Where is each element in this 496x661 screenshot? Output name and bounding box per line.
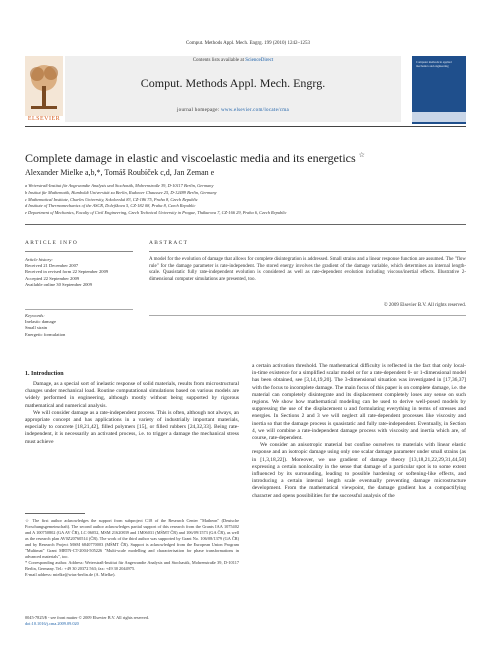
keywords-rule <box>25 309 133 310</box>
article-info-rule <box>25 251 133 252</box>
sciencedirect-link[interactable]: ScienceDirect <box>245 58 274 63</box>
title-footnote-mark: ☆ <box>358 151 365 159</box>
footnote-rule <box>25 513 85 514</box>
abstract-text: A model for the evolution of damage that allows for complete disintegration is addressed. Small strains and a linear response function are assumed. The "flow rule" for the damage parameter is rate-independent. The stored energy involves the gradient of the damage variable, which determines an internal length-scale. Quasistatic fully rate-independent evolution is considered as well as rate-dependent evolution including viscous/inertial effects. Illustrative 2-dimensional computer simulations are presented, too. <box>149 257 466 282</box>
affiliation: e Department of Mechanics, Faculty of Civil Engineering, Czech Technical University in Prague, Thákurova 7, CZ-166 29, Praha 6, Czech Republic <box>25 210 287 216</box>
keyword: Inelastic damage <box>25 319 56 325</box>
left-column <box>25 381 239 446</box>
footnotes <box>25 518 239 578</box>
abstract-bottom-rule <box>149 315 466 316</box>
article-history <box>25 257 135 288</box>
cover-title: Computer methods in applied mechanics and engineering <box>416 60 452 68</box>
keyword: Small strain <box>25 325 48 331</box>
keyword: Energetic formulation <box>25 331 66 337</box>
publisher-name: ELSEVIER <box>27 116 61 122</box>
homepage-link[interactable]: www.elsevier.com/locate/cma <box>220 108 290 113</box>
right-column <box>252 363 466 500</box>
affiliation: a Weierstraß-Institut für Angewandte Analysis und Stochastik, Mohrenstraße 39, D-10117 Berlin, Germany <box>25 183 214 188</box>
author-list: Alexander Mielke a,b,*, Tomáš Roubíček c,d, Jan Zeman e <box>25 168 215 177</box>
affiliation: c Mathematical Institute, Charles University, Sokolovská 83, CZ-186 75, Praha 8, Czech Republic <box>25 196 198 202</box>
email-footnote: E-mail address: mielke@wias-berlin.de (A. Mielke). <box>25 572 116 577</box>
cover-bar <box>412 112 466 122</box>
running-head: Comput. Methods Appl. Mech. Engrg. 199 (2010) 1242–1253 <box>186 41 310 46</box>
elsevier-tree-logo <box>25 56 63 122</box>
article-title-text: Complete damage in elastic and viscoelastic media and its energetics <box>25 151 356 165</box>
keywords <box>25 313 135 338</box>
abstract-heading: ABSTRACT <box>149 240 189 246</box>
contents-line <box>65 58 401 63</box>
copyright-notice: © 2009 Elsevier B.V. All rights reserved. <box>383 303 466 308</box>
homepage-prefix: journal homepage: <box>176 108 220 113</box>
journal-name: Comput. Methods Appl. Mech. Engrg. <box>140 76 326 90</box>
article-title <box>25 151 466 166</box>
history-entry: Received in revised form 22 September 2009 <box>25 269 109 275</box>
keywords-label: Keywords: <box>25 313 45 318</box>
body-paragraph: We consider an anisotropic material but confine ourselves to materials with linear elastic response and an isotropic damage using only one scalar damage parameter under small strains (as in [1,3,18,22]). Moreover, we use gradient of damage theory [13,18,21,22,29,31,44,50] expressing a certain nonlocality in the sense that damage of a particular spot is to some extent influenced by its surrounding, leading to possible hardening or softening-like effects, and introducing a certain internal length scale eventually preventing damage microstructure development. From the mathematical viewpoint, the damage gradient has a compactifying character and opens possibilities for the successful analysis of the <box>252 442 466 499</box>
body-paragraph: We will consider damage as a rate-independent process. This is often, although not always, an appropriate concept and has applications in a variety of industrially important materials, especially to concrete [18,21,42], filled polymers [15], or filled rubbers [24,32,33]. Being rate-independent, it is necessarily an activated process, i.e. to trigger a damage the mechanical stress must achieve <box>25 409 239 445</box>
affiliations <box>25 183 466 217</box>
journal-homepage <box>65 108 401 113</box>
abstract-rule <box>149 251 466 252</box>
front-matter-ids <box>25 615 325 627</box>
body-paragraph: Damage, as a special sort of inelastic response of solid materials, results from microstructural changes under mechanical load. Routine computational simulations based on various models are widely performed in engineering, although mostly without being supported by rigorous mathematical and numerical analysis. <box>25 381 239 409</box>
funding-footnote: ☆ The first author acknowledges the support from subproject C18 of the Research Center "Matheon" (Deutsche Forschungsgemeinschaft). The second author acknowledges partial support of this research from the Grants IAA 1075402 and A 100750802 (GA AV ČR), LC 06052, MSM 21620839 and 1M06031 (MŠMT ČR) and 106/09/1573 (GA ČR), as well as the research plan AV0Z20760514 (ČR). The work of the third author was supported by Grant No. 106/08/1379 (GA ČR) and by Research Project MSM 6840770003 (MŠMT ČR). Support is acknowledged from the European Union Program "Multimat" Grant MRTN-CT-2004-505226 "Multi-scale modelling and characterisation for phase transformations in advanced materials", too. <box>25 518 239 559</box>
doi-link[interactable]: doi:10.1016/j.cma.2009.09.020 <box>25 621 79 626</box>
header-divider <box>25 224 466 225</box>
corresponding-author-footnote: * Corresponding author. Address: Weierstraß-Institut für Angewandte Analysis und Stochastik, Mohrenstraße 39, D-10117 Berlin, Germany. Tel.: +49 30 20372 563; fax: +49 30 2044975. <box>25 560 239 571</box>
history-entry: Available online 30 September 2009 <box>25 281 93 287</box>
article-info-heading: ARTICLE INFO <box>25 240 79 246</box>
history-label: Article history: <box>25 257 53 262</box>
section-heading: 1. Introduction <box>25 371 64 377</box>
history-entry: Accepted 22 September 2009 <box>25 275 80 281</box>
contents-prefix: Contents lists available at <box>192 58 244 63</box>
issn-line: 0045-7825/$ - see front matter © 2009 Elsevier B.V. All rights reserved. <box>25 615 150 620</box>
body-paragraph: a certain activation threshold. The mathematical difficulty is reflected in the fact that only local-in-time existence for a simplified scalar model or for a rate-dependent 0- or 1-dimensional model has been obtained, see [3,14,19,20]. The 3-dimensional situation was investigated in [17,36,37] with the focus to incomplete damage. The main focus of this paper is on complete damage, i.e. the material can completely disintegrate and its displacement completely loses any sense on such regions. We show how mathematical modeling can be used to derive well-posed models by suppressing the use of the displacement u and formulating everything in terms of stresses and energies. In Sections 2 and 3 we will neglect all rate-dependent processes like viscosity and inertia so that the damage process is quasistatic and fully rate-independent. Eventually, in Section 4, we will combine a rate-independent damage process with viscosity and inertia which are, of course, rate-dependent. <box>252 363 466 442</box>
affiliation: b Institut für Mathematik, Humboldt Universität zu Berlin, Rudower Chaussee 25, D-12489 Berlin, Germany <box>25 189 217 195</box>
affiliation: d Institute of Thermomechanics of the ASCR, Dolejškova 5, CZ-182 08, Praha 8, Czech Republic <box>25 203 196 209</box>
masthead-rule <box>25 126 466 127</box>
history-entry: Received 21 December 2007 <box>25 263 79 269</box>
